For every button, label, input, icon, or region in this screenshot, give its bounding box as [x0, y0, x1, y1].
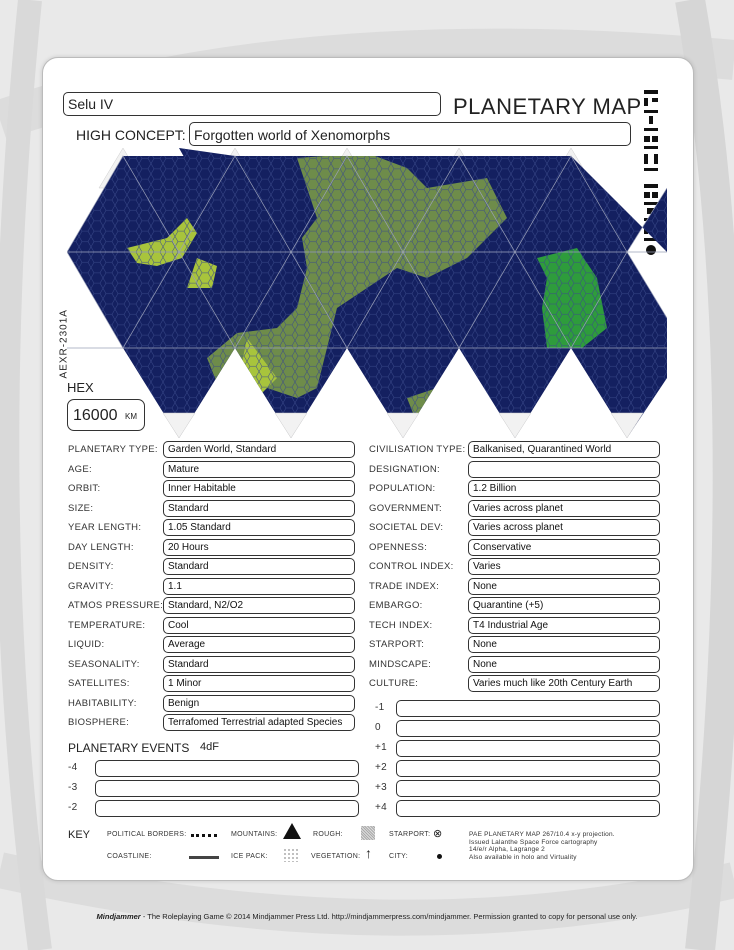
label-size: SIZE: [68, 502, 94, 514]
label-openness: OPENNESS: [369, 541, 428, 553]
event-field[interactable] [396, 760, 660, 777]
vegetation-icon: ↑ [365, 845, 372, 861]
field-trade-index[interactable]: None [468, 578, 660, 595]
label-atmos-pressure: ATMOS PRESSURE: [68, 600, 164, 611]
label-liquid: LIQUID: [68, 639, 105, 650]
footer-brand: Mindjammer [96, 912, 141, 921]
footer-text: - The Roleplaying Game © 2014 Mindjammer Press Ltd. http://mindjammerpress.com/mindjammer. Permission granted to copy for personal use only. [140, 912, 638, 921]
field-control-index[interactable]: Varies [468, 558, 660, 575]
label-temperature: TEMPERATURE: [68, 619, 146, 631]
label-density: DENSITY: [68, 561, 114, 572]
field-embargo[interactable]: Quarantine (+5) [468, 597, 660, 614]
hex-size-field[interactable] [67, 399, 145, 431]
event-roll-label: -2 [68, 802, 78, 813]
field-liquid[interactable]: Average [163, 636, 355, 653]
events-dice: 4dF [200, 741, 219, 753]
field-temperature[interactable]: Cool [163, 617, 355, 634]
label-control-index: CONTROL INDEX: [369, 561, 454, 572]
field-age[interactable]: Mature [163, 461, 355, 478]
high-concept-field[interactable] [189, 122, 631, 146]
event-field[interactable] [95, 760, 359, 777]
hex-size-unit: KM [125, 412, 137, 421]
field-seasonality[interactable]: Standard [163, 656, 355, 673]
field-culture[interactable]: Varies much like 20th Century Earth [468, 675, 660, 692]
event-field[interactable] [95, 800, 359, 817]
key-mountains: MOUNTAINS: [231, 831, 278, 838]
event-field[interactable] [396, 800, 660, 817]
field-size[interactable]: Standard [163, 500, 355, 517]
hex-size-value: 16000 [73, 407, 118, 424]
note-line-1: PAE PLANETARY MAP 267/10.4 x-y projection. [469, 831, 615, 838]
note-line-3: 14/e/r Alpha, Lagrange 2 [469, 846, 545, 853]
label-societal-dev: SOCIETAL DEV: [369, 522, 444, 533]
event-roll-label: -3 [68, 782, 78, 793]
planet-name: Selu IV [68, 96, 114, 112]
event-field[interactable] [396, 700, 660, 717]
label-starport: STARPORT: [369, 639, 425, 650]
field-population[interactable]: 1.2 Billion [468, 480, 660, 497]
city-icon [437, 854, 442, 859]
label-mindscape: MINDSCAPE: [369, 658, 432, 670]
mountain-icon [283, 823, 301, 839]
note-line-4: Also available in holo and Virtuality [469, 853, 577, 861]
planet-name-field[interactable] [63, 92, 441, 116]
field-starport[interactable]: None [468, 636, 660, 653]
label-population: POPULATION: [369, 483, 436, 494]
high-concept-label: HIGH CONCEPT: [76, 127, 186, 143]
key-rough: ROUGH: [313, 831, 343, 838]
event-roll-label: -4 [68, 762, 78, 773]
map-sheet [42, 57, 694, 881]
page-title: PLANETARY MAP [453, 94, 642, 119]
key-coastline: COASTLINE: [107, 853, 152, 860]
hex-label: HEX [67, 380, 94, 395]
ice-pack-icon [283, 848, 299, 862]
key-city: CITY: [389, 853, 409, 860]
label-government: GOVERNMENT: [369, 502, 442, 514]
field-biosphere[interactable]: Terrafomed Terrestrial adapted Species [163, 714, 355, 731]
field-civilisation-type[interactable]: Balkanised, Quarantined World [468, 441, 660, 458]
map-issue-note [469, 831, 615, 861]
field-orbit[interactable]: Inner Habitable [163, 480, 355, 497]
note-line-2: Issued Lalanthe Space Force cartography [469, 838, 598, 846]
field-mindscape[interactable]: None [468, 656, 660, 673]
event-roll-label: +4 [375, 802, 388, 813]
key-vegetation: VEGETATION: [311, 853, 361, 860]
event-field[interactable] [396, 720, 660, 737]
label-satellites: SATELLITES: [68, 678, 130, 689]
event-field[interactable] [396, 780, 660, 797]
label-habitability: HABITABILITY: [68, 697, 137, 709]
rough-icon [361, 826, 375, 840]
label-civilisation-type: CIVILISATION TYPE: [369, 444, 466, 455]
field-openness[interactable]: Conservative [468, 539, 660, 556]
field-atmos-pressure[interactable]: Standard, N2/O2 [163, 597, 355, 614]
starport-icon: ⊗ [433, 828, 443, 840]
coastline-symbol [189, 856, 219, 859]
field-tech-index[interactable]: T4 Industrial Age [468, 617, 660, 634]
label-planetary-type: PLANETARY TYPE: [68, 444, 158, 455]
field-societal-dev[interactable]: Varies across planet [468, 519, 660, 536]
label-tech-index: TECH INDEX: [369, 619, 433, 631]
planet-map [67, 148, 667, 438]
event-field[interactable] [396, 740, 660, 757]
label-orbit: ORBIT: [68, 483, 101, 494]
event-field[interactable] [95, 780, 359, 797]
field-planetary-type[interactable]: Garden World, Standard [163, 441, 355, 458]
high-concept-value: Forgotten world of Xenomorphs [194, 127, 391, 143]
key-political-borders: POLITICAL BORDERS: [107, 831, 187, 838]
label-designation: DESIGNATION: [369, 463, 440, 475]
label-day-length: DAY LENGTH: [68, 541, 134, 553]
key-title: KEY [68, 829, 91, 841]
political-borders-symbol [191, 834, 217, 837]
field-satellites[interactable]: 1 Minor [163, 675, 355, 692]
event-roll-label: +1 [375, 742, 388, 753]
label-gravity: GRAVITY: [68, 580, 114, 592]
footer [0, 912, 734, 921]
label-culture: CULTURE: [369, 678, 419, 689]
events-title: PLANETARY EVENTS [68, 741, 190, 755]
event-roll-label: 0 [375, 722, 381, 733]
label-embargo: EMBARGO: [369, 600, 423, 611]
event-roll-label: -1 [375, 702, 385, 713]
side-code: AEXR-2301A [58, 309, 70, 379]
field-density[interactable]: Standard [163, 558, 355, 575]
key-starport: STARPORT: [389, 831, 431, 838]
label-year-length: YEAR LENGTH: [68, 522, 142, 533]
field-year-length[interactable]: 1.05 Standard [163, 519, 355, 536]
field-gravity[interactable]: 1.1 [163, 578, 355, 595]
key-ice-pack: ICE PACK: [231, 853, 268, 860]
field-designation[interactable] [468, 461, 660, 478]
label-age: AGE: [68, 463, 92, 475]
event-roll-label: +3 [375, 782, 388, 793]
label-trade-index: TRADE INDEX: [369, 580, 440, 592]
field-habitability[interactable]: Benign [163, 695, 355, 712]
label-biosphere: BIOSPHERE: [68, 717, 130, 728]
label-seasonality: SEASONALITY: [68, 658, 140, 670]
field-day-length[interactable]: 20 Hours [163, 539, 355, 556]
event-roll-label: +2 [375, 762, 388, 773]
field-government[interactable]: Varies across planet [468, 500, 660, 517]
